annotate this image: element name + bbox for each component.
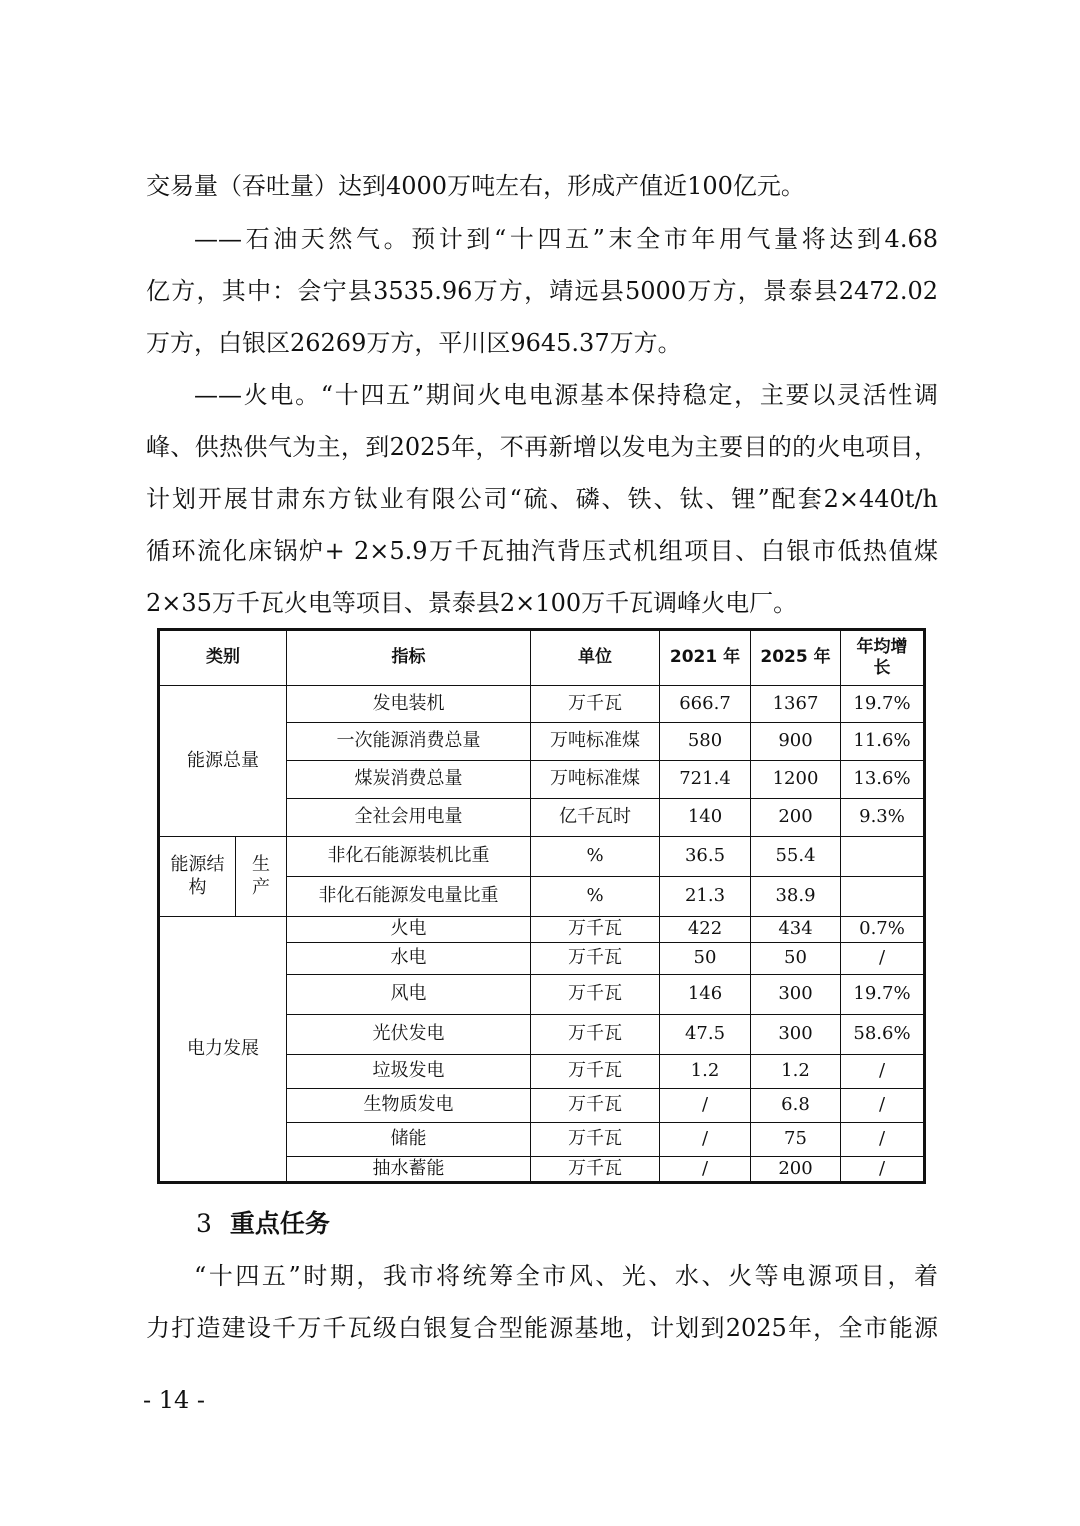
energy-indicator-table	[157, 628, 926, 1184]
cell-2025: 55.4	[751, 837, 841, 877]
header-indicator: 指标	[287, 630, 531, 686]
group-energy-total: 能源总量	[159, 686, 287, 837]
cell-unit: %	[531, 837, 660, 877]
cell-growth: 19.7%	[841, 975, 925, 1015]
cell-unit: 万千瓦	[531, 917, 660, 943]
cell-unit: 万千瓦	[531, 1157, 660, 1183]
cell-indicator: 生物质发电	[287, 1089, 531, 1123]
cell-unit: 万千瓦	[531, 1089, 660, 1123]
cell-2021: /	[660, 1157, 751, 1183]
group-production: 生产	[236, 837, 287, 917]
cell-indicator: 垃圾发电	[287, 1055, 531, 1089]
header-2021: 2021 年	[660, 630, 751, 686]
cell-unit: 万千瓦	[531, 1015, 660, 1055]
cell-2021: 580	[660, 723, 751, 761]
cell-2025: 434	[751, 917, 841, 943]
cell-2021: 1.2	[660, 1055, 751, 1089]
cell-indicator: 火电	[287, 917, 531, 943]
header-2025: 2025 年	[751, 630, 841, 686]
cell-growth: 11.6%	[841, 723, 925, 761]
cell-2021: /	[660, 1123, 751, 1157]
cell-2025: 50	[751, 943, 841, 975]
cell-2025: 1200	[751, 761, 841, 799]
cell-2025: 38.9	[751, 877, 841, 917]
header-unit: 单位	[531, 630, 660, 686]
cell-2021: 146	[660, 975, 751, 1015]
header-category: 类别	[159, 630, 287, 686]
text-line: 循环流化床锅炉+ 2×5.9万千瓦抽汽背压式机组项目、白银市低热值煤	[146, 537, 938, 565]
cell-indicator: 抽水蓄能	[287, 1157, 531, 1183]
cell-unit: 万千瓦	[531, 686, 660, 723]
cell-2025: 300	[751, 1015, 841, 1055]
cell-2025: 300	[751, 975, 841, 1015]
cell-2021: 21.3	[660, 877, 751, 917]
cell-growth: 19.7%	[841, 686, 925, 723]
table-row	[159, 837, 925, 877]
cell-growth: /	[841, 1123, 925, 1157]
cell-2025: 75	[751, 1123, 841, 1157]
cell-2025: 6.8	[751, 1089, 841, 1123]
section-number: 3	[196, 1209, 212, 1238]
cell-2021: 50	[660, 943, 751, 975]
cell-indicator: 发电装机	[287, 686, 531, 723]
text-line: ——火电。“十四五”期间火电电源基本保持稳定，主要以灵活性调	[194, 381, 938, 409]
cell-growth: 58.6%	[841, 1015, 925, 1055]
cell-2025: 1.2	[751, 1055, 841, 1089]
cell-unit: 万千瓦	[531, 1123, 660, 1157]
cell-2021: /	[660, 1089, 751, 1123]
cell-unit: 万千瓦	[531, 975, 660, 1015]
table-row	[159, 917, 925, 943]
text-line: “十四五”时期，我市将统筹全市风、光、水、火等电源项目，着	[194, 1262, 938, 1290]
section-heading	[196, 1202, 330, 1246]
table-row	[159, 686, 925, 723]
paragraph-thermal-power	[146, 369, 938, 629]
cell-indicator: 一次能源消费总量	[287, 723, 531, 761]
cell-indicator: 风电	[287, 975, 531, 1015]
cell-2021: 36.5	[660, 837, 751, 877]
cell-unit: 万千瓦	[531, 943, 660, 975]
paragraph-key-tasks	[146, 1250, 938, 1354]
page-number: - 14 -	[143, 1386, 206, 1414]
cell-growth: /	[841, 1055, 925, 1089]
text-line: 万方，白银区26269万方，平川区9645.37万方。	[146, 329, 682, 357]
group-power-development: 电力发展	[159, 917, 287, 1183]
group-energy-structure: 能源结构	[159, 837, 236, 917]
cell-2021: 47.5	[660, 1015, 751, 1055]
text-line: 亿方，其中：会宁县3535.96万方，靖远县5000万方，景泰县2472.02	[146, 277, 938, 305]
cell-unit: %	[531, 877, 660, 917]
cell-indicator: 全社会用电量	[287, 799, 531, 837]
cell-unit: 万千瓦	[531, 1055, 660, 1089]
cell-growth: /	[841, 1157, 925, 1183]
cell-unit: 万吨标准煤	[531, 723, 660, 761]
cell-2025: 1367	[751, 686, 841, 723]
text-line: 交易量（吞吐量）达到4000万吨左右，形成产值近100亿元。	[146, 172, 805, 200]
header-growth: 年均增长	[841, 630, 925, 686]
cell-2025: 200	[751, 799, 841, 837]
cell-indicator: 非化石能源发电量比重	[287, 877, 531, 917]
cell-growth: 0.7%	[841, 917, 925, 943]
table-header-row	[159, 630, 925, 686]
text-line: 力打造建设千万千瓦级白银复合型能源基地，计划到2025年，全市能源	[146, 1314, 938, 1342]
cell-indicator: 煤炭消费总量	[287, 761, 531, 799]
cell-unit: 万吨标准煤	[531, 761, 660, 799]
cell-2025: 200	[751, 1157, 841, 1183]
cell-growth	[841, 877, 925, 917]
paragraph-trade-volume	[146, 160, 938, 212]
cell-growth: 13.6%	[841, 761, 925, 799]
text-line: ——石油天然气。预计到“十四五”末全市年用气量将达到4.68	[194, 225, 938, 253]
cell-2021: 721.4	[660, 761, 751, 799]
cell-growth: 9.3%	[841, 799, 925, 837]
cell-indicator: 储能	[287, 1123, 531, 1157]
cell-indicator: 水电	[287, 943, 531, 975]
cell-indicator: 非化石能源装机比重	[287, 837, 531, 877]
cell-2021: 422	[660, 917, 751, 943]
paragraph-oil-gas	[146, 213, 938, 369]
text-line: 2×35万千瓦火电等项目、景泰县2×100万千瓦调峰火电厂。	[146, 589, 798, 617]
text-line: 峰、供热供气为主，到2025年，不再新增以发电为主要目的的火电项目，	[146, 433, 938, 461]
cell-2021: 140	[660, 799, 751, 837]
cell-growth	[841, 837, 925, 877]
cell-growth: /	[841, 1089, 925, 1123]
cell-growth: /	[841, 943, 925, 975]
cell-2021: 666.7	[660, 686, 751, 723]
cell-indicator: 光伏发电	[287, 1015, 531, 1055]
cell-unit: 亿千瓦时	[531, 799, 660, 837]
section-title-text: 重点任务	[229, 1209, 330, 1238]
cell-2025: 900	[751, 723, 841, 761]
text-line: 计划开展甘肃东方钛业有限公司“硫、磷、铁、钛、锂”配套2×440t/h	[146, 485, 938, 513]
